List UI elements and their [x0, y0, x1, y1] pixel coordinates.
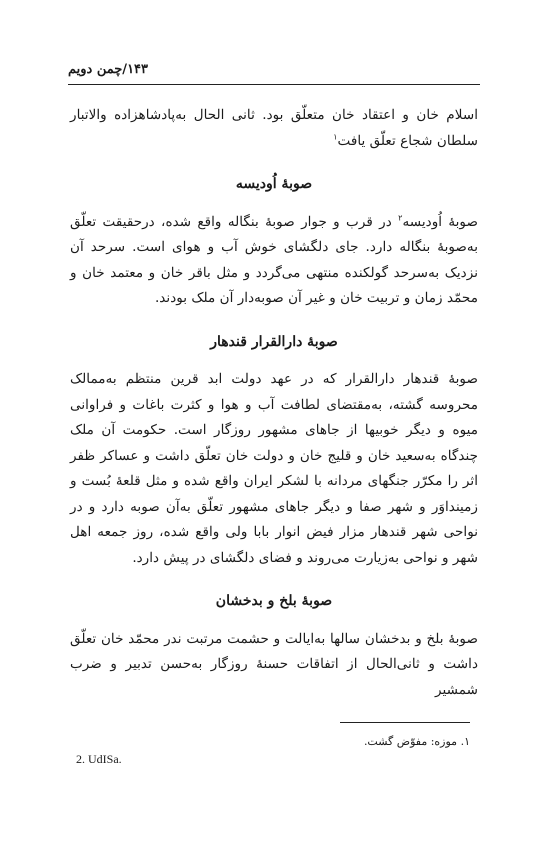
qandahar-paragraph: صوبهٔ قندهار دارالقرار که در عهد دولت ابد قرین منتظم به‌ممالک محروسه گشته، به‌مقتضای لطافت آب و هوا و کثرت باغات و فراوانی میوه و دیگر خوبیها از جاهای مشهور روزگار است. حکومت آن ملک چندگاه به‌سعید خان و قلیج خان و دولت خان تعلّق داشت و عساکر ظفر اثر را مکرّر جنگهای مردانه با لشکر ایران واقع شده و مثل قلعهٔ بُست و زمینداوَر و شهر صفا و دیگر جاهای مشهور تعلّق به‌آن صوبه دارد و در نواحی شهر قندهار مزار فیض انوار بابا ولی واقع شده، روز جمعه اهل شهر و نواحی به‌زیارت می‌روند و فضای دلگشای در پیش دارد.	[70, 371, 478, 566]
intro-paragraph	[70, 103, 478, 154]
running-head: ۱۴۳/چمن دویم	[68, 62, 149, 77]
heading-odisa: صوبهٔ اُودیسه	[235, 176, 313, 192]
balkh-paragraph: صوبهٔ بلخ و بدخشان سالها به‌ایالت و حشمت مرتبت ندر محمّد خان تعلّق داشت و ثانی‌الحال از اتفاقات حسنهٔ روزگار به‌حسن تدبیر و ضرب شمشیر	[70, 630, 478, 698]
footnote-ref-2: ۲	[398, 212, 403, 222]
page-header	[68, 58, 480, 85]
footnote-divider	[340, 722, 470, 723]
heading-balkh: صوبهٔ بلخ و بدخشان	[215, 593, 333, 609]
odisa-lead: صوبهٔ اُودیسه	[402, 213, 478, 230]
footnote-1: ۱. موزه: مفوّض گشت.	[363, 735, 470, 748]
odisa-paragraph	[70, 210, 478, 312]
odisa-text: در قرب و جوار صوبهٔ بنگاله واقع شده، درحقیقت تعلّق به‌صوبهٔ بنگاله دارد. جای دلگشای خوش آب و هوای است. سرحد آن نزدیک به‌سرحد گولکنده منتهی می‌گردد و مثل باقر خان و معتمد خان و محمّد زمان و تربیت خان و غیر آن صوبه‌دار آن ملک بودند.	[70, 213, 478, 306]
intro-text: اسلام خان و اعتقاد خان متعلّق بود. ثانی الحال به‌پادشاهزاده والاتبار سلطان شجاع تعلّق یافت	[70, 107, 478, 149]
footnote-2: 2. UdISa.	[76, 752, 122, 766]
body-text	[70, 103, 478, 703]
heading-qandahar: صوبهٔ دارالقرار قندهار	[210, 333, 338, 350]
footnote-ref-1: ۱	[333, 131, 338, 141]
